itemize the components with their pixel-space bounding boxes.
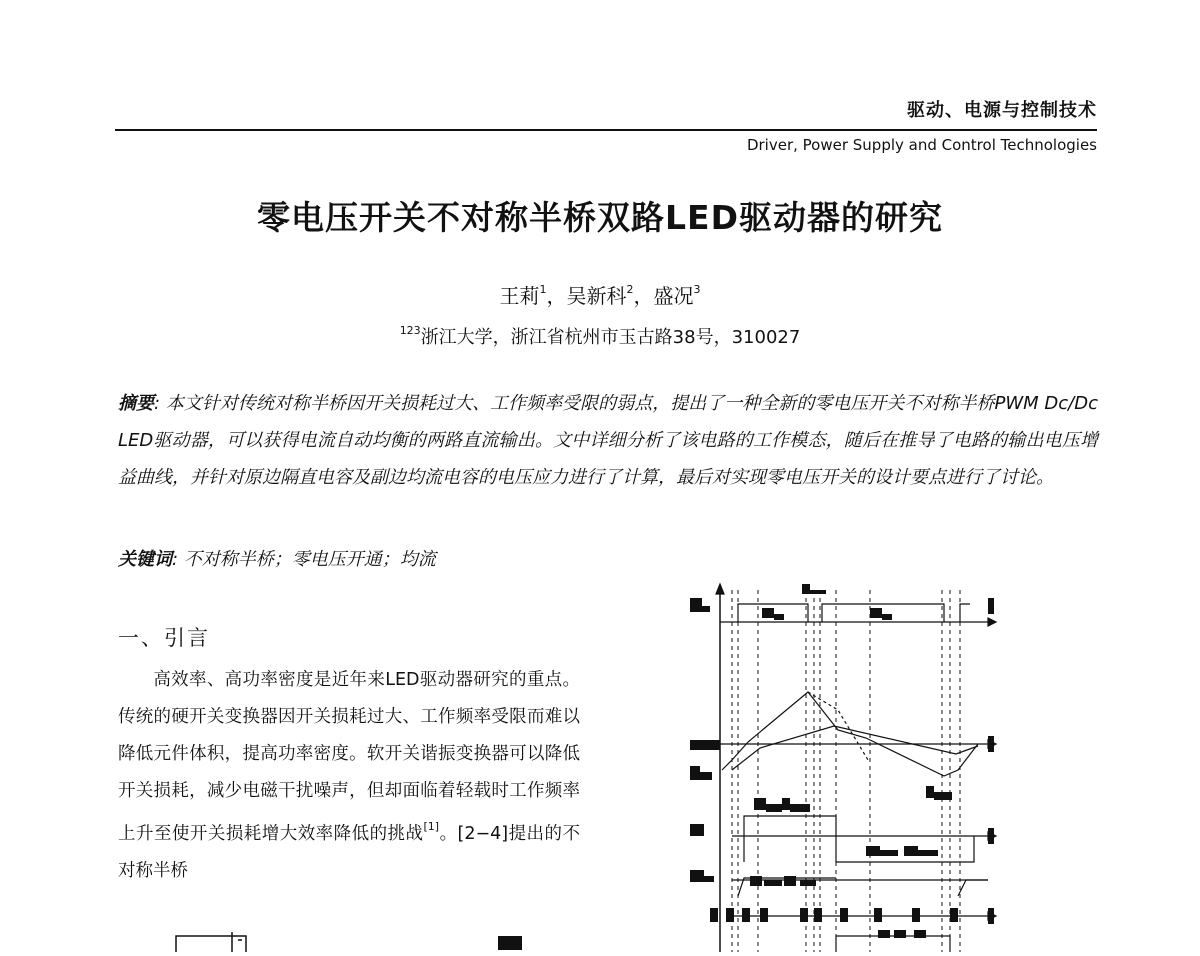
author-name: 王莉 — [499, 284, 540, 308]
citation: [1] — [423, 820, 440, 833]
waveform-figure — [688, 580, 1008, 952]
figure-fragment — [496, 934, 526, 952]
header-rule — [115, 129, 1097, 131]
abstract-label: 摘要 — [118, 393, 155, 414]
keywords-text: : 不对称半桥；零电压开通；均流 — [172, 549, 436, 570]
author-separator: ， — [633, 284, 654, 308]
circuit-figure-fragment — [170, 932, 260, 952]
author-name: 盛况 — [653, 284, 694, 308]
affiliation — [0, 323, 1200, 349]
author-mark: 2 — [626, 283, 634, 297]
affiliation-mark: 123 — [399, 324, 421, 337]
intro-text-end: 。[2−4]提出的不对称半桥 — [118, 823, 580, 881]
intro-text: 高效率、高功率密度是近年来LED驱动器研究的重点。传统的硬开关变换器因开关损耗过大、工作频率受限而难以降低元件体积，提高功率密度。软开关谐振变换器可以降低开关损耗，减少电磁干扰噪声，但却面临着轻载时工作频率上升至使开关损耗增大效率降低的挑战 — [118, 670, 580, 844]
keywords — [118, 545, 436, 571]
circuit-fragment — [170, 932, 260, 952]
abstract — [118, 385, 1098, 496]
author-separator: ， — [546, 284, 567, 308]
affiliation-text: 浙江大学，浙江省杭州市玉古路38号，310027 — [420, 327, 801, 348]
journal-section-en: Driver, Power Supply and Control Technologies — [746, 136, 1097, 154]
author-mark: 3 — [693, 283, 701, 297]
abstract-text: : 本文针对传统对称半桥因开关损耗过大、工作频率受限的弱点，提出了一种全新的零电压开关不对称半桥PWM Dc/Dc LED驱动器，可以获得电流自动均衡的两路直流输出。文中详细分析了该电路的工作模态，随后在推导了电路的输出电压增益曲线，并针对原边隔直电容及副边均流电容的电压应力进行了计算，最后对实现零电压开关的设计要点进行了讨论。 — [118, 393, 1098, 488]
figure-fragment-mark — [496, 934, 526, 952]
journal-section-cn: 驱动、电源与控制技术 — [907, 100, 1097, 121]
paper-title: 零电压开关不对称半桥双路LED驱动器的研究 — [257, 198, 943, 237]
keywords-label: 关键词 — [118, 549, 172, 570]
section-heading: 一、引言 — [118, 626, 210, 650]
waveform-diagram — [688, 580, 1008, 952]
author-list — [0, 280, 1200, 309]
intro-paragraph — [118, 662, 580, 890]
author-name: 吴新科 — [566, 284, 627, 308]
author-mark: 1 — [539, 283, 547, 297]
